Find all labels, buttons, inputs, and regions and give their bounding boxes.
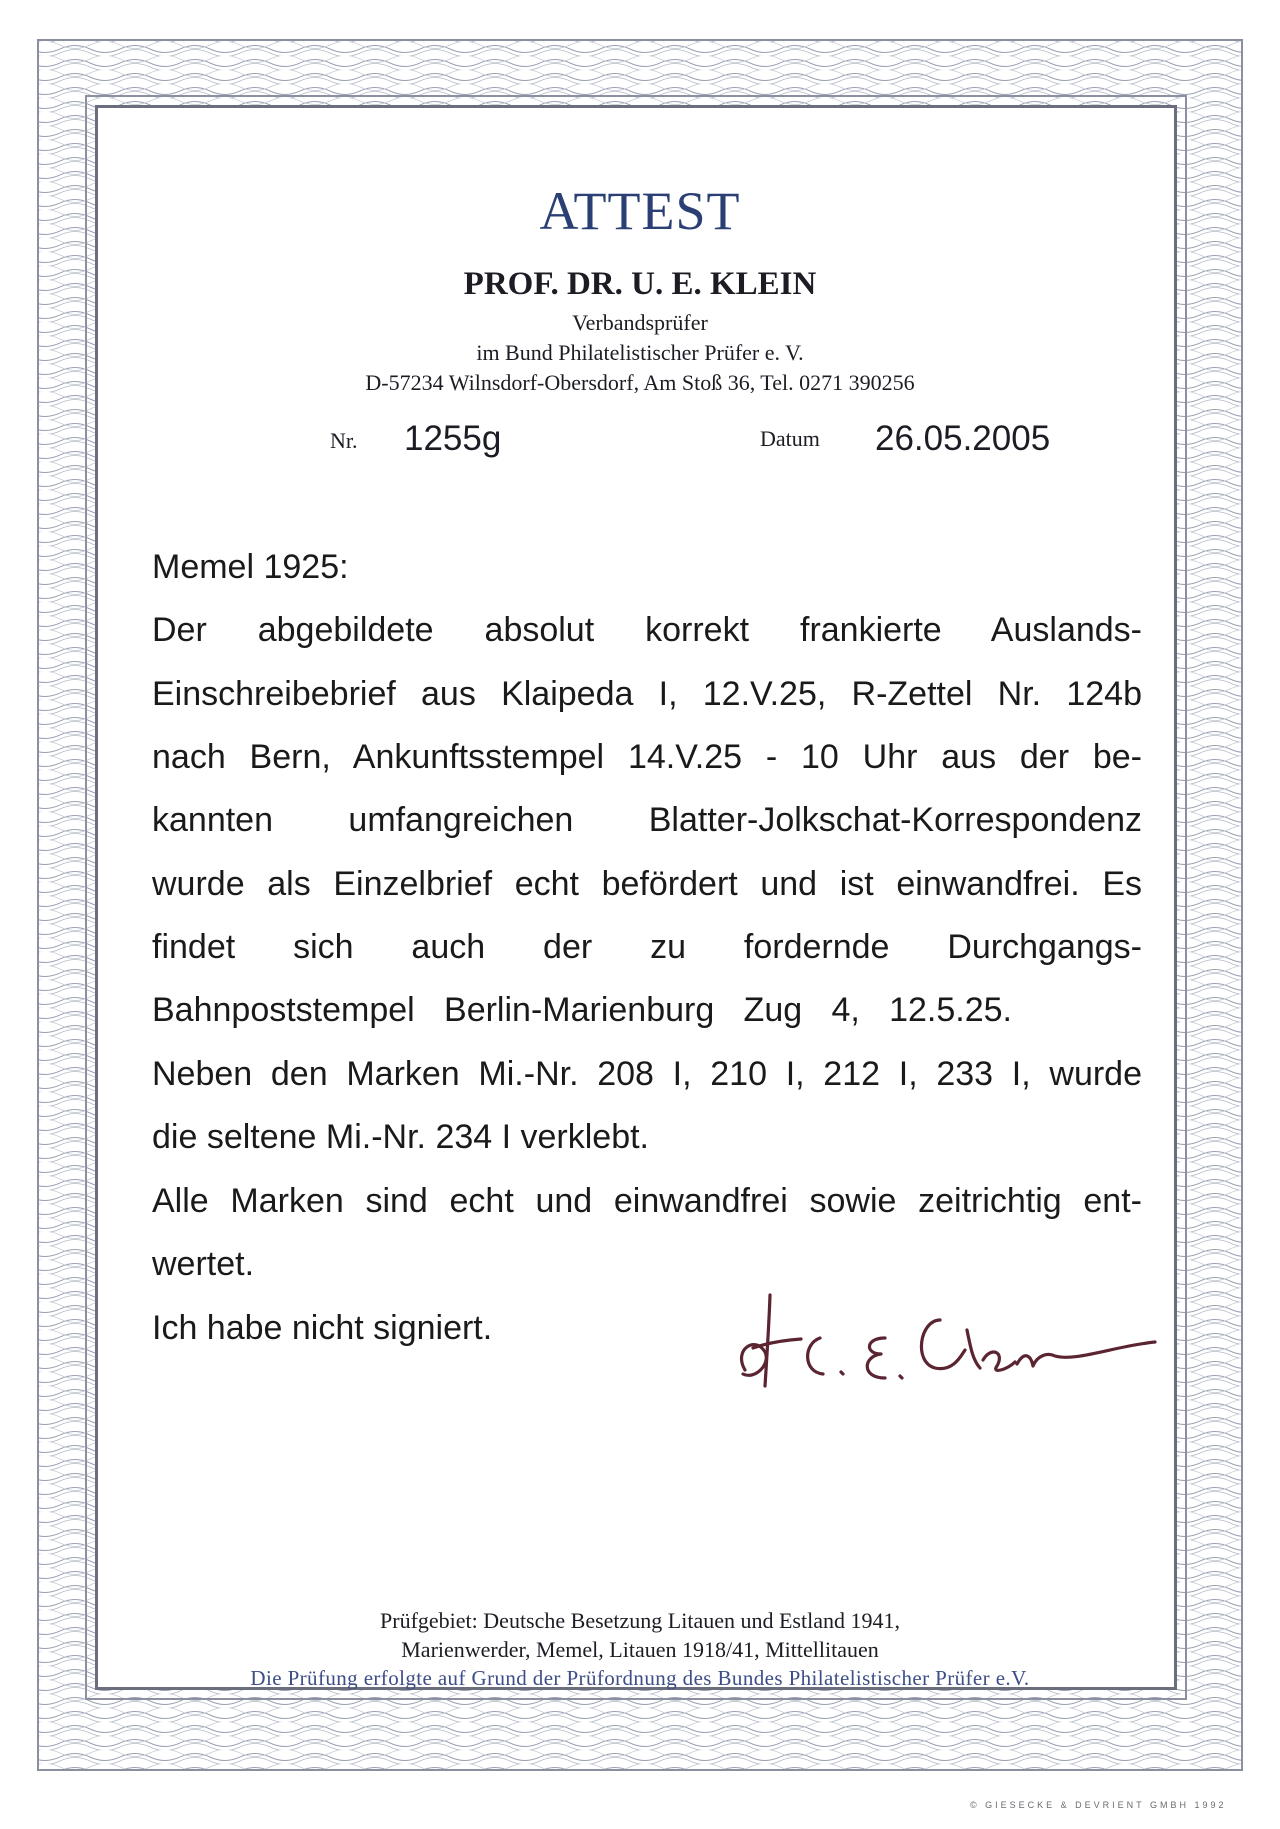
- body-line: Der abgebildete absolut korrekt frankierte Auslands-: [152, 611, 1142, 649]
- examiner-signature: [725, 1290, 1175, 1400]
- body-line: wurde als Einzelbrief echt befördert und ist einwandfrei. Es: [152, 865, 1142, 903]
- body-line: findet sich auch der zu fordernde Durchgangs-: [152, 928, 1142, 966]
- certificate-date: 26.05.2005: [875, 419, 1051, 458]
- association-name: im Bund Philatelistischer Prüfer e. V.: [476, 340, 804, 365]
- examiner-address: D-57234 Wilnsdorf-Obersdorf, Am Stoß 36, Tel. 0271 390256: [365, 370, 915, 395]
- certificate-number: 1255g: [404, 419, 502, 458]
- body-line: die seltene Mi.-Nr. 234 I verklebt.: [152, 1118, 650, 1156]
- body-line: wertet.: [152, 1245, 255, 1283]
- body-line: kannten umfangreichen Blatter-Jolkschat-Korrespondenz: [152, 801, 1142, 839]
- body-line: Alle Marken sind echt und einwandfrei sowie zeitrichtig ent-: [152, 1182, 1142, 1220]
- body-line: nach Bern, Ankunftsstempel 14.V.25 - 10 Uhr aus der be-: [152, 738, 1142, 776]
- field-of-examination-line2: Marienwerder, Memel, Litauen 1918/41, Mittellitauen: [401, 1637, 879, 1662]
- printer-imprint: © GIESECKE & DEVRIENT GMBH 1992: [970, 1800, 1227, 1810]
- body-line: Memel 1925:: [152, 548, 349, 586]
- certificate-title: ATTEST: [539, 181, 741, 241]
- body-line: Neben den Marken Mi.-Nr. 208 I, 210 I, 212 I, 233 I, wurde: [152, 1055, 1142, 1093]
- date-label: Datum: [760, 426, 820, 451]
- body-line: Einschreibebrief aus Klaipeda I, 12.V.25, R-Zettel Nr. 124b: [152, 675, 1142, 713]
- field-of-examination-line1: Prüfgebiet: Deutsche Besetzung Litauen und Estland 1941,: [380, 1608, 900, 1633]
- regulation-note: Die Prüfung erfolgte auf Grund der Prüfordnung des Bundes Philatelistischer Prüfer e.V.: [250, 1666, 1030, 1690]
- body-line: Bahnpoststempel Berlin-Marienburg Zug 4, 12.5.25.: [152, 991, 1012, 1029]
- number-label: Nr.: [330, 428, 358, 453]
- examiner-name: PROF. DR. U. E. KLEIN: [463, 266, 817, 302]
- examiner-role: Verbandsprüfer: [572, 310, 708, 335]
- body-line: Ich habe nicht signiert.: [152, 1309, 493, 1347]
